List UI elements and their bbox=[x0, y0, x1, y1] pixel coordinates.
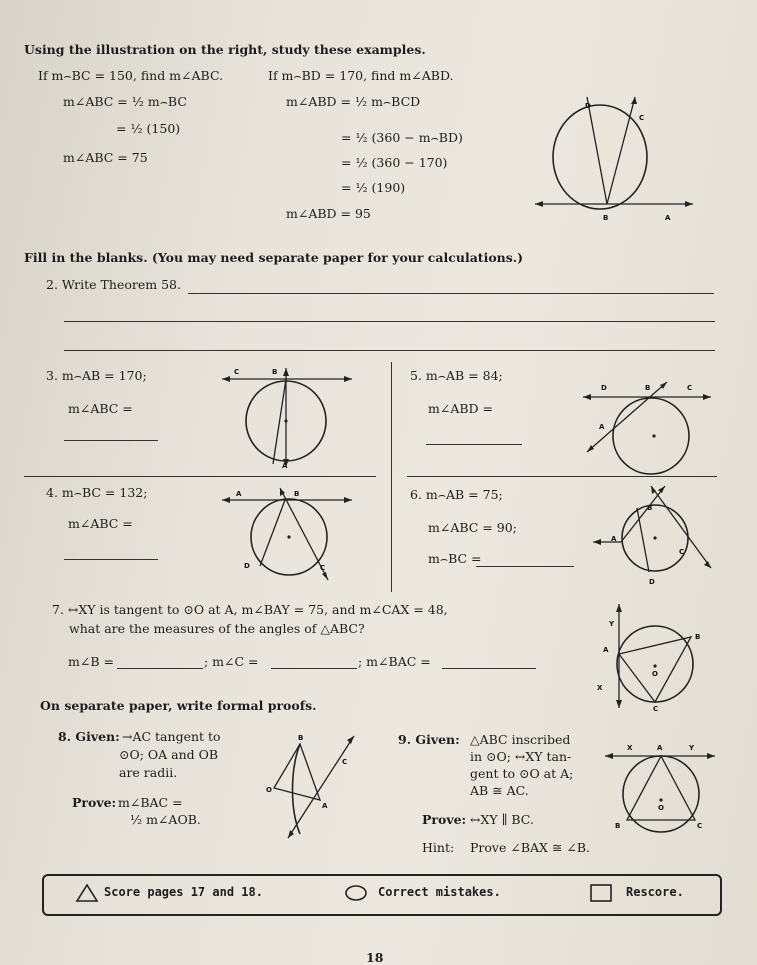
q7-blank-bac-label: ; m∠BAC = bbox=[358, 654, 431, 669]
q8-given-1: →AC tangent to bbox=[122, 729, 221, 744]
example2-result: m∠ABD = 95 bbox=[286, 206, 371, 221]
q4-circle-diagram bbox=[222, 484, 357, 584]
score-pages-label: Score pages 17 and 18. bbox=[104, 885, 263, 899]
q9-label-o: O bbox=[658, 804, 664, 812]
q6-label-d: D bbox=[649, 578, 655, 586]
circle-icon bbox=[344, 885, 368, 901]
q8-label-c: C bbox=[342, 758, 348, 766]
label-c: C bbox=[639, 114, 645, 122]
q7-blank-c-label: ; m∠C = bbox=[204, 654, 259, 669]
q3-answer-line[interactable] bbox=[64, 440, 158, 441]
q9-circle-diagram bbox=[605, 740, 717, 834]
q3-label-b: B bbox=[272, 368, 278, 376]
fill-blanks-heading: Fill in the blanks. (You may need separate paper for your calculations.) bbox=[24, 250, 524, 265]
q9-label-b: B bbox=[615, 822, 621, 830]
q9-given-3: gent to ⊙O at A; bbox=[470, 766, 574, 781]
proofs-heading: On separate paper, write formal proofs. bbox=[40, 698, 317, 713]
q9-given-4: AB ≅ AC. bbox=[470, 783, 529, 798]
q7-label-a: A bbox=[603, 646, 609, 654]
q9-label-a: A bbox=[657, 744, 663, 752]
example1-prompt: If m⌢BC = 150, find m∠ABC. bbox=[38, 68, 224, 83]
label-a: A bbox=[665, 214, 671, 222]
q6-label-b: B bbox=[647, 504, 653, 512]
q5-label-b: B bbox=[645, 384, 651, 392]
column-divider bbox=[391, 362, 392, 592]
q4-label-d: D bbox=[244, 562, 250, 570]
triangle-icon bbox=[76, 884, 98, 902]
q2-prompt: 2. Write Theorem 58. bbox=[46, 277, 181, 292]
q7-label-o: O bbox=[652, 670, 658, 678]
label-b: B bbox=[603, 214, 609, 222]
q5-circle-diagram bbox=[583, 376, 715, 476]
intro-heading: Using the illustration on the right, study these examples. bbox=[24, 42, 426, 57]
q7-label-x: X bbox=[597, 684, 603, 692]
q5-label-a: A bbox=[599, 423, 605, 431]
q5-label-d: D bbox=[601, 384, 607, 392]
q9-hint-label: Hint: bbox=[422, 840, 455, 855]
q7-blank-b[interactable] bbox=[117, 668, 203, 669]
page-number: 18 bbox=[366, 950, 384, 965]
q9-prove-1: ↔XY ∥ BC. bbox=[470, 812, 534, 827]
q9-label-x: X bbox=[627, 744, 633, 752]
q3-given: 3. m⌢AB = 170; bbox=[46, 368, 147, 383]
q8-given-label: 8. Given: bbox=[58, 729, 120, 744]
q9-given-2: in ⊙O; ↔XY tan- bbox=[470, 749, 572, 764]
q9-given-1: △ABC inscribed bbox=[470, 732, 571, 747]
q6-ask1: m∠ABC = 90; bbox=[428, 520, 517, 535]
q9-label-c: C bbox=[697, 822, 703, 830]
q7-label-b: B bbox=[695, 633, 701, 641]
q7-circle-diagram bbox=[595, 604, 715, 714]
q5-ask: m∠ABD = bbox=[428, 401, 494, 416]
q4-label-b: B bbox=[294, 490, 300, 498]
q7-blank-b-label: m∠B = bbox=[68, 654, 114, 669]
q9-given-label: 9. Given: bbox=[398, 732, 460, 747]
q3-label-a: A bbox=[282, 462, 288, 470]
row-divider-left bbox=[24, 476, 376, 477]
q5-label-c: C bbox=[687, 384, 693, 392]
example2-prompt: If m⌢BD = 170, find m∠ABD. bbox=[268, 68, 454, 83]
example2-step2: = ½ (360 − m⌢BD) bbox=[341, 130, 463, 145]
q8-prove-label: Prove: bbox=[72, 795, 117, 810]
example1-step2: = ½ (150) bbox=[116, 121, 181, 136]
example2-step1: m∠ABD = ½ m⌢BCD bbox=[286, 94, 421, 109]
q8-prove-1: m∠BAC = bbox=[118, 795, 183, 810]
q8-diagram bbox=[256, 730, 366, 848]
q6-label-c: C bbox=[679, 548, 685, 556]
q5-given: 5. m⌢AB = 84; bbox=[410, 368, 503, 383]
q4-given: 4. m⌢BC = 132; bbox=[46, 485, 148, 500]
q8-given-2: ⊙O; OA and OB bbox=[119, 747, 219, 762]
q6-ask2: m⌢BC = bbox=[428, 551, 482, 566]
q7-label-c: C bbox=[653, 705, 659, 713]
q6-label-a: A bbox=[611, 535, 617, 543]
q6-circle-diagram bbox=[593, 480, 717, 592]
label-d: D bbox=[585, 102, 591, 110]
q2-answer-line-3[interactable] bbox=[64, 350, 715, 351]
q6-answer-line[interactable] bbox=[476, 566, 574, 567]
q6-given: 6. m⌢AB = 75; bbox=[410, 487, 503, 502]
intro-circle-diagram bbox=[535, 92, 695, 232]
example2-step3: = ½ (360 − 170) bbox=[341, 155, 448, 170]
q9-label-y: Y bbox=[689, 744, 695, 752]
q9-hint: Prove ∠BAX ≅ ∠B. bbox=[470, 840, 590, 855]
q3-label-c: C bbox=[234, 368, 240, 376]
q8-label-a: A bbox=[322, 802, 328, 810]
q7-label-y: Y bbox=[609, 620, 615, 628]
example1-result: m∠ABC = 75 bbox=[63, 150, 148, 165]
q7-line1: 7. ↔XY is tangent to ⊙O at A, m∠BAY = 75, and m∠CAX = 48, bbox=[52, 602, 448, 617]
q4-label-a: A bbox=[236, 490, 242, 498]
q3-circle-diagram bbox=[222, 364, 357, 472]
correct-mistakes-label: Correct mistakes. bbox=[378, 885, 501, 899]
q9-prove-label: Prove: bbox=[422, 812, 467, 827]
q2-answer-line-1[interactable] bbox=[188, 293, 714, 294]
q3-ask: m∠ABC = bbox=[68, 401, 133, 416]
q8-given-3: are radii. bbox=[119, 765, 178, 780]
q5-answer-line[interactable] bbox=[426, 444, 522, 445]
example1-step1: m∠ABC = ½ m⌢BC bbox=[63, 94, 187, 109]
rescore-label: Rescore. bbox=[626, 885, 684, 899]
q7-blank-c[interactable] bbox=[271, 668, 357, 669]
q8-label-b: B bbox=[298, 734, 304, 742]
q8-label-o: O bbox=[266, 786, 272, 794]
q4-label-c: C bbox=[320, 564, 326, 572]
row-divider-right bbox=[407, 476, 717, 477]
square-icon bbox=[590, 884, 612, 902]
q4-ask: m∠ABC = bbox=[68, 516, 133, 531]
q2-answer-line-2[interactable] bbox=[64, 321, 715, 322]
q7-blank-bac[interactable] bbox=[442, 668, 536, 669]
example2-step4: = ½ (190) bbox=[341, 180, 406, 195]
q8-prove-2: ½ m∠AOB. bbox=[130, 812, 201, 827]
q7-line2: what are the measures of the angles of △ABC? bbox=[69, 621, 365, 636]
q4-answer-line[interactable] bbox=[64, 559, 158, 560]
